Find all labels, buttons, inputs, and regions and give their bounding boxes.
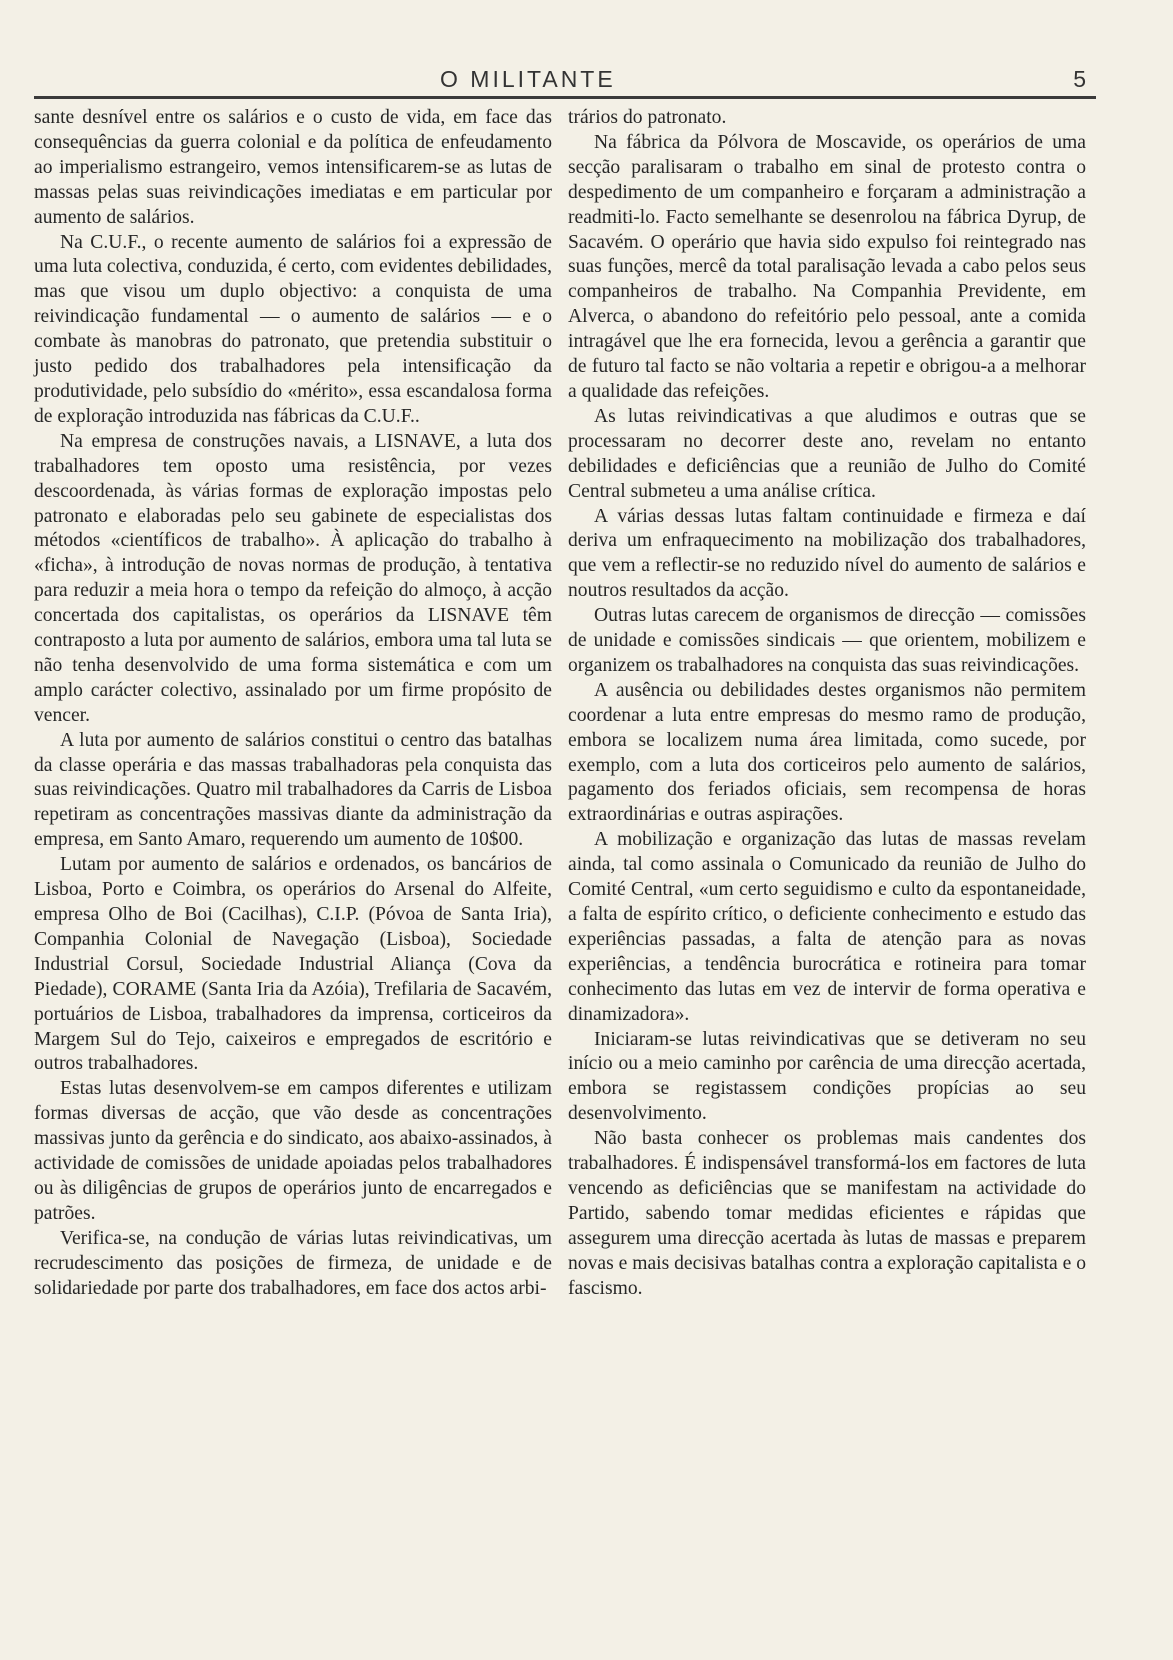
paragraph: Na C.U.F., o recente aumento de salários foi a expressão de uma luta colectiva, conduzida, é certo, com evidentes debilidades, mas que visou um duplo objectivo: a conquista de uma reivindicação fundamental — o aumento de salários — e o combate às manobras do patronato, que pretendia substituir o justo pedido dos trabalhadores pela intensificação da produtividade, pelo subsídio do «mérito», essa escandalosa forma de exploração introduzida nas fábricas da C.U.F.. xyxy=(34,231,552,427)
paragraph: Outras lutas carecem de organismos de direcção — comissões de unidade e comissões sindicais — que orientem, mobilizem e organizem os trabalhadores na conquista das suas reivindicações. xyxy=(568,605,1086,676)
paragraph: Estas lutas desenvolvem-se em campos diferentes e utilizam formas diversas de acção, que vão desde as concentrações massivas junto da gerência e do sindicato, aos abaixo-assinados, à actividade de comissões de unidade apoiadas pelos trabalhadores ou às diligências de grupos de operários junto de encarregados e patrões. xyxy=(34,1078,552,1224)
paragraph: trários do patronato. xyxy=(568,107,727,128)
paragraph: Lutam por aumento de salários e ordenados, os bancários de Lisboa, Porto e Coimbra, os operários do Arsenal do Alfeite, empresa Olho de Boi (Cacilhas), C.I.P. (Póvoa de Santa Iria), Companhia Colonial de Navegação (Lisboa), Sociedade Industrial Corsul, Sociedade Industrial Aliança (Cova da Piedade), CORAME (Santa Iria da Azóia), Trefilaria de Sacavém, portuários de Lisboa, trabalhadores da imprensa, corticeiros da Margem Sul do Tejo, caixeiros e empregados de escritório e outros trabalhadores. xyxy=(34,854,552,1075)
paragraph: Verifica-se, na condução de várias lutas reivindicativas, um recrudescimento das posições de firmeza, de unidade e de solidariedade por parte dos trabalhadores, em face dos actos arbi- xyxy=(34,1227,552,1299)
paragraph: A várias dessas lutas faltam continuidade e firmeza e daí deriva um enfraquecimento na mobilização dos trabalhadores, que vem a reflectir-se no reduzido nível do aumento de salários e noutros resultados da acção. xyxy=(568,505,1086,602)
right-column xyxy=(568,106,1086,1302)
paragraph: sante desnível entre os salários e o custo de vida, em face das consequências da guerra colonial e da política de enfeudamento ao imperialismo estrangeiro, vemos intensificarem-se as lutas de massas pelas suas reivindicações imediatas e em particular por aumento de salários. xyxy=(34,107,552,228)
paragraph: Na empresa de construções navais, a LISNAVE, a luta dos trabalhadores tem oposto uma resistência, por vezes descoordenada, às várias formas de exploração impostas pelo patronato e elaboradas pelo seu gabinete de especialistas dos métodos «científicos de trabalho». À aplicação do trabalho à «ficha», à introdução de novas normas de produção, à tentativa para reduzir a meia hora o tempo da refeição do almoço, à acção concertada dos capitalistas, os operários da LISNAVE têm contraposto a luta por aumento de salários, embora uma tal luta se não tenha desenvolvido de uma forma sistemática e com um amplo carácter colectivo, assinalado por um firme propósito de vencer. xyxy=(34,430,552,726)
paragraph: A luta por aumento de salários constitui o centro das batalhas da classe operária e das massas trabalhadoras pela conquista das suas reivindicações. Quatro mil trabalhadores da Carris de Lisboa repetiram as concentrações massivas diante da administração da empresa, em Santo Amaro, requerendo um aumento de 10$00. xyxy=(34,729,552,851)
publication-title: O MILITANTE xyxy=(440,66,616,92)
paragraph: As lutas reivindicativas a que aludimos e outras que se processaram no decorrer deste ano, revelam no entanto debilidades e deficiências que a reunião de Julho do Comité Central submeteu a uma análise crítica. xyxy=(568,405,1086,502)
paragraph: Na fábrica da Pólvora de Moscavide, os operários de uma secção paralisaram o trabalho em sinal de protesto contra o despedimento de um companheiro e forçaram a administração a readmiti-lo. Facto semelhante se desenrolou na fábrica Dyrup, de Sacavém. O operário que havia sido expulso foi reintegrado nas suas funções, mercê da total paralisação levada a cabo pelos seus companheiros de trabalho. Na Companhia Previdente, em Alverca, o abandono do refeitório pelo pessoal, ante a comida intragável que lhe era fornecida, levou a gerência a garantir que de futuro tal facto se não voltaria a repetir e obrigou-a a melhorar a qualidade das refeições. xyxy=(568,131,1086,402)
page-header xyxy=(0,62,1173,92)
paragraph: Não basta conhecer os problemas mais candentes dos trabalhadores. É indispensável transformá-los em factores de luta vencendo as deficiências que se manifestam na actividade do Partido, sabendo tomar medidas eficientes e rápidas que assegurem uma direcção acertada às lutas de massas e preparem novas e mais decisivas batalhas contra a exploração capitalista e o fascismo. xyxy=(568,1128,1086,1299)
paragraph: A ausência ou debilidades destes organismos não permitem coordenar a luta entre empresas do mesmo ramo de produção, embora se localizem numa área limitada, como sucede, por exemplo, com a luta dos corticeiros pelo aumento de salários, pagamento dos feriados oficiais, sem recompensa de horas extraordinárias e outras aspirações. xyxy=(568,679,1086,826)
paragraph: A mobilização e organização das lutas de massas revelam ainda, tal como assinala o Comunicado da reunião de Julho do Comité Central, «um certo seguidismo e culto da espontaneidade, a falta de espírito crítico, o deficiente conhecimento e estudo das experiências passadas, a falta de atenção para as novas experiências, a tendência burocrática e rotineira para tomar conhecimento das lutas em vez de intervir de forma operativa e dinamizadora». xyxy=(568,829,1086,1025)
left-column xyxy=(34,106,552,1302)
header-rule xyxy=(34,96,1096,99)
page-number: 5 xyxy=(1073,66,1086,92)
paragraph: Iniciaram-se lutas reivindicativas que se detiveram no seu início ou a meio caminho por carência de uma direcção acertada, embora se registassem condições propícias ao seu desenvolvimento. xyxy=(568,1028,1086,1125)
